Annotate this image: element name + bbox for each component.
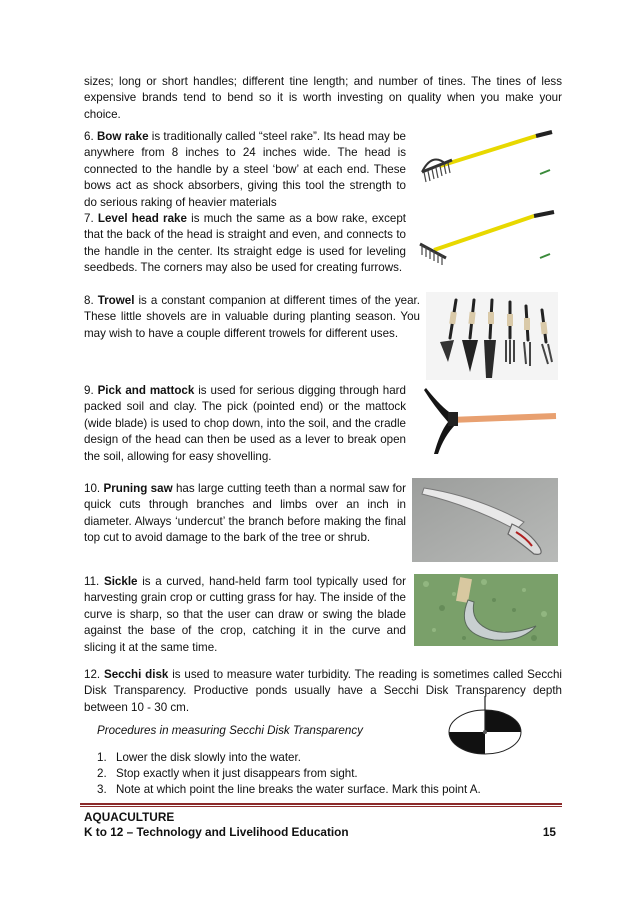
footer-row xyxy=(84,825,556,840)
trowel-image xyxy=(426,292,558,380)
tool-6-paragraph xyxy=(84,129,406,211)
tool-6-text: is traditionally called “steel rake”. Its head may be anywhere from 8 inches to 24 inches wide. The head is connected to the handle by a steel ‘bow’ at each end. These bows act as shock absorbers, giving this tool the strength to do serious raking of heavier materials xyxy=(84,130,406,209)
tool-11-paragraph xyxy=(84,574,406,656)
tool-9-text: is used for serious digging through hard packed soil and clay. The pick (pointed end) or the mattock (wide blade) is used to chop down, into the soil, and the cradle design of the head can then be used as a lever to break open the soil, allowing for easy shovelling. xyxy=(84,384,406,463)
step-text: Lower the disk slowly into the water. xyxy=(116,751,301,764)
footer-subject: AQUACULTURE xyxy=(84,810,175,824)
step-text: Note at which point the line breaks the water surface. Mark this point A. xyxy=(116,783,481,797)
tool-7-name: Level head rake xyxy=(97,212,187,225)
sickle-image xyxy=(414,574,558,646)
tool-12-text: is used to measure water turbidity. The reading is sometimes called Secchi Disk Transparency. Productive ponds usually have a Secchi Disk Transparency depth between 10 - 30 cm. xyxy=(84,668,562,714)
step-number: 1. xyxy=(97,751,107,764)
footer-course: K to 12 – Technology and Livelihood Education xyxy=(84,825,349,839)
intro-paragraph: sizes; long or short handles; different tine length; and number of tines. The tines of less expensive brands tend to bend so it is worth investing on quality when you make your choice. xyxy=(84,75,562,121)
tool-10-number: 10. xyxy=(84,482,101,495)
sickle-icon xyxy=(414,574,558,646)
procedure-step xyxy=(97,766,481,782)
pruning-saw-icon xyxy=(412,478,558,562)
tool-9-paragraph xyxy=(84,383,406,465)
procedure-title: Procedures in measuring Secchi Disk Transparency xyxy=(97,724,363,737)
tool-7-number: 7. xyxy=(84,212,94,225)
footer-rule xyxy=(80,803,562,805)
tool-8-text: is a constant companion at different times of the year. These little shovels are in valuable during planting season. You may wish to have a couple different trowels for different uses. xyxy=(84,294,420,340)
tool-10-name: Pruning saw xyxy=(103,482,173,495)
footer-rule-thin xyxy=(80,806,562,807)
level-head-rake-image xyxy=(416,210,556,274)
tool-12-number: 12. xyxy=(84,668,101,681)
step-number: 3. xyxy=(97,783,107,797)
page-footer xyxy=(84,810,556,840)
tool-8-name: Trowel xyxy=(97,294,135,307)
tool-12-name: Secchi disk xyxy=(103,668,169,681)
tool-9-name: Pick and mattock xyxy=(97,384,195,397)
pick-mattock-image xyxy=(420,384,558,456)
step-text: Stop exactly when it just disappears from sight. xyxy=(116,767,358,781)
tool-7-text: is much the same as a bow rake, except that the back of the head is straight and even, and connects to the handle in the center. Its straight edge is used for leveling seedbeds. The corners may also be used for creating furrows. xyxy=(84,212,406,275)
secchi-disk-icon xyxy=(446,694,524,760)
tool-8-number: 8. xyxy=(84,294,94,307)
secchi-disk-image xyxy=(446,694,524,760)
tool-8-paragraph xyxy=(84,293,420,342)
tool-6-name: Bow rake xyxy=(96,130,149,143)
trowel-set-icon xyxy=(426,292,558,380)
tool-10-text: has large cutting teeth than a normal saw for quick cuts through branches and limbs over an inch in diameter. Always ‘undercut’ the branch before making the final top cut to avoid damage to the bark of the tree or shrub. xyxy=(84,482,406,545)
bow-rake-icon xyxy=(418,130,558,192)
page-number: 15 xyxy=(542,825,556,839)
tool-10-paragraph xyxy=(84,481,406,547)
tool-7-paragraph xyxy=(84,211,406,277)
procedure-step xyxy=(97,782,481,798)
step-number: 2. xyxy=(97,767,107,781)
pick-mattock-icon xyxy=(420,384,558,456)
pruning-saw-image xyxy=(412,478,558,562)
procedure-steps xyxy=(97,750,481,799)
tool-6-number: 6. xyxy=(84,130,94,143)
tool-9-number: 9. xyxy=(84,384,94,397)
tool-11-name: Sickle xyxy=(103,575,138,588)
tool-11-number: 11. xyxy=(84,575,100,588)
level-head-rake-icon xyxy=(416,210,556,274)
bow-rake-image xyxy=(418,130,558,192)
procedure-step xyxy=(97,750,481,766)
tool-11-text: is a curved, hand-held farm tool typically used for harvesting grain crop or cutting grass for hay. The inside of the curve is sharp, so that the user can draw or swing the blade against the base of the crop, catching it in the curve and slicing it at the same time. xyxy=(84,575,406,654)
